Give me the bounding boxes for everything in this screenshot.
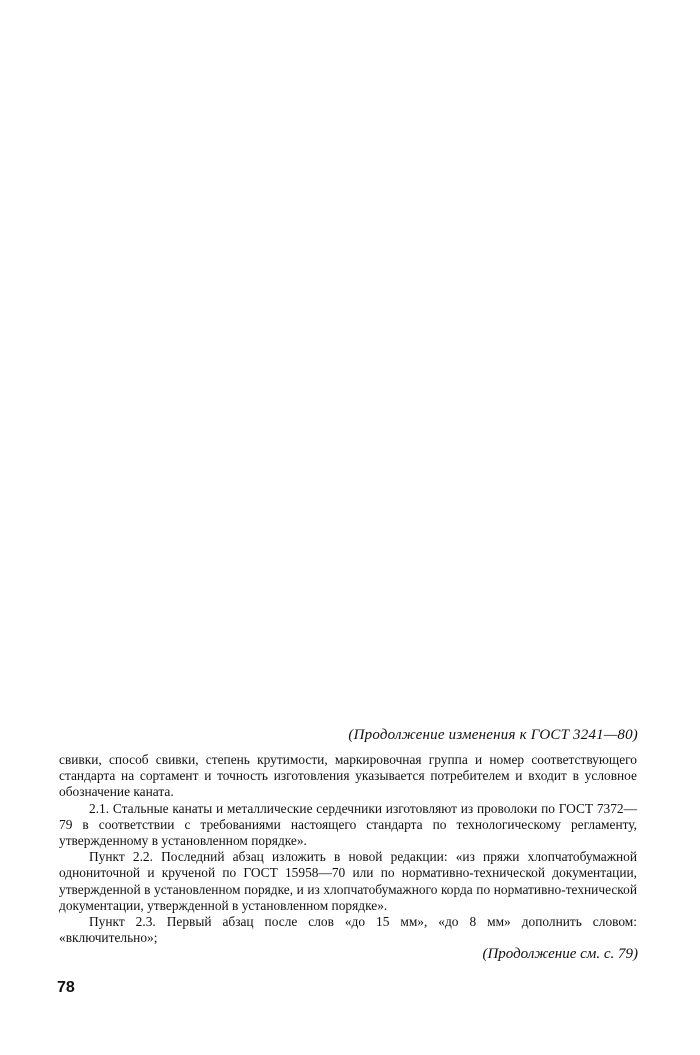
body-text <box>59 752 637 946</box>
page-number: 78 <box>57 979 75 996</box>
paragraph-continuation: свивки, способ свивки, степень крутимости, маркировочная группа и номер соответствующего стандарта на сортамент и точность изготовления указывается потребителем и входит в условное обозначение каната. <box>59 752 637 800</box>
continuation-footer: (Продолжение см. с. 79) <box>482 946 638 962</box>
continuation-header: (Продолжение изменения к ГОСТ 3241—80) <box>348 727 638 743</box>
paragraph-clause-2-1: 2.1. Стальные канаты и металлические сердечники изготовляют из проволоки по ГОСТ 7372—79 в соответствии с требованиями настоящего стандарта по технологическому регламенту, утвержденному в установленном порядке». <box>59 800 637 849</box>
paragraph-clause-2-2: Пункт 2.2. Последний абзац изложить в новой редакции: «из пряжи хлопчатобумажной однониточной и крученой по ГОСТ 15958—70 или по нормативно-технической документации, утвержденной в установленном порядке, и из хлопчатобумажного корда по нормативно-технической документации, утвержденной в установленном порядке». <box>59 849 637 913</box>
paragraph-clause-2-3: Пункт 2.3. Первый абзац после слов «до 15 мм», «до 8 мм» дополнить словом: «включительно»; <box>59 914 637 946</box>
